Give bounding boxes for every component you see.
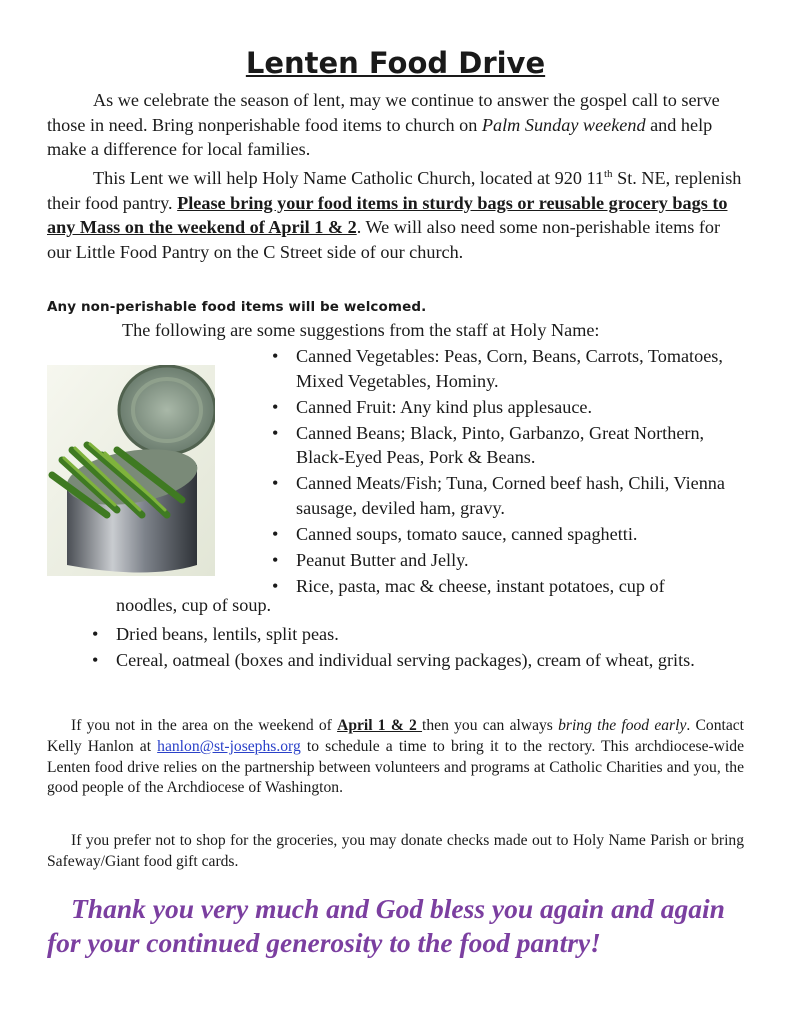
intro-paragraph [47,88,744,162]
contact-paragraph [47,716,744,799]
list-item-text: Peanut Butter and Jelly. [296,549,469,570]
bring-early-text: bring the food early [558,717,687,734]
holy-name-text: This Lent we will help Holy Name Catholic Church, located at 920 11 [93,168,604,189]
ordinal-suffix: th [603,168,613,180]
suggestions-intro: The following are some suggestions from the staff at Holy Name: [122,320,600,340]
list-item-text: Cereal, oatmeal (boxes and individual serving packages), cream of wheat, grits. [116,650,695,671]
list-item-text: Canned soups, tomato sauce, canned spaghetti. [296,523,638,544]
contact-text-b: then you can always [422,717,559,734]
contact-text-d: to schedule a time to bring it to the rectory. This archdiocese-wide Lenten food drive relies on the partnership between volunteers and programs at Catholic Charities and you, the good people of the Archdiocese of Washington. [47,737,744,797]
bullet-icon: • [272,523,279,544]
suggestion-list-continued [92,622,742,674]
list-item [272,522,742,547]
list-item-continuation: noodles, cup of soup. [116,595,272,615]
bullet-icon: • [272,549,279,570]
list-item-text: Canned Fruit: Any kind plus applesauce. [296,396,593,417]
donation-paragraph: If you prefer not to shop for the groceries, you may donate checks made out to Holy Name Parish or bring Safeway/Giant food gift cards. [47,832,744,870]
bring-bags-instruction: Please bring your food items in sturdy bags or reusable grocery bags to any Mass on the weekend of April 1 & 2 [47,192,728,238]
bullet-icon: • [272,576,279,597]
canned-beans-photo [47,365,215,576]
list-item [92,648,742,673]
thank-you-message: Thank you very much and God bless you again and again for your continued generosity to the food pantry! [47,893,725,958]
list-item [272,471,742,520]
bullet-icon: • [92,624,99,644]
list-item-text: Rice, pasta, mac & cheese, instant potatoes, cup of [296,576,665,597]
list-item [272,548,742,573]
list-item [272,395,742,420]
welcome-heading: Any non-perishable food items will be welcomed. [47,299,427,315]
bullet-icon: • [272,473,279,494]
list-item-text: Canned Vegetables: Peas, Corn, Beans, Carrots, Tomatoes, Mixed Vegetables, Hominy. [296,346,723,391]
list-item [272,344,742,393]
list-item-text: Canned Beans; Black, Pinto, Garbanzo, Great Northern, Black-Eyed Peas, Pork & Beans. [296,422,705,468]
list-item-text: Dried beans, lentils, split peas. [116,624,339,644]
email-link[interactable]: hanlon@st-josephs.org [157,737,301,755]
contact-text-c: . Contact Kelly Hanlon at [47,717,744,755]
holy-name-paragraph [47,162,744,264]
holy-name-text-c: . We will also need some non-perishable items for our Little Food Pantry on the C Street side of our church. [47,217,721,262]
list-item [92,622,742,647]
list-item [272,421,742,470]
bullet-icon: • [272,422,279,443]
date-emphasis: April 1 & 2 [337,717,423,734]
can-icon [47,365,215,576]
intro-text-end: and help make a difference for local families. [47,114,713,159]
bullet-icon: • [272,346,279,366]
page-title: Lenten Food Drive [245,46,546,80]
intro-text: As we celebrate the season of lent, may we continue to answer the gospel call to serve those in need. Bring nonperishable food items to church on [47,90,720,135]
bullet-icon: • [272,396,279,417]
palm-sunday-text: Palm Sunday weekend [481,114,646,135]
suggestion-list [272,344,742,600]
bullet-icon: • [92,650,99,671]
list-item [272,574,742,599]
list-item-text: Canned Meats/Fish; Tuna, Corned beef hash, Chili, Vienna sausage, deviled ham, gravy. [296,473,725,518]
contact-text: If you not in the area on the weekend of [71,717,338,734]
holy-name-text-b: St. NE, replenish their food pantry. [47,168,742,213]
